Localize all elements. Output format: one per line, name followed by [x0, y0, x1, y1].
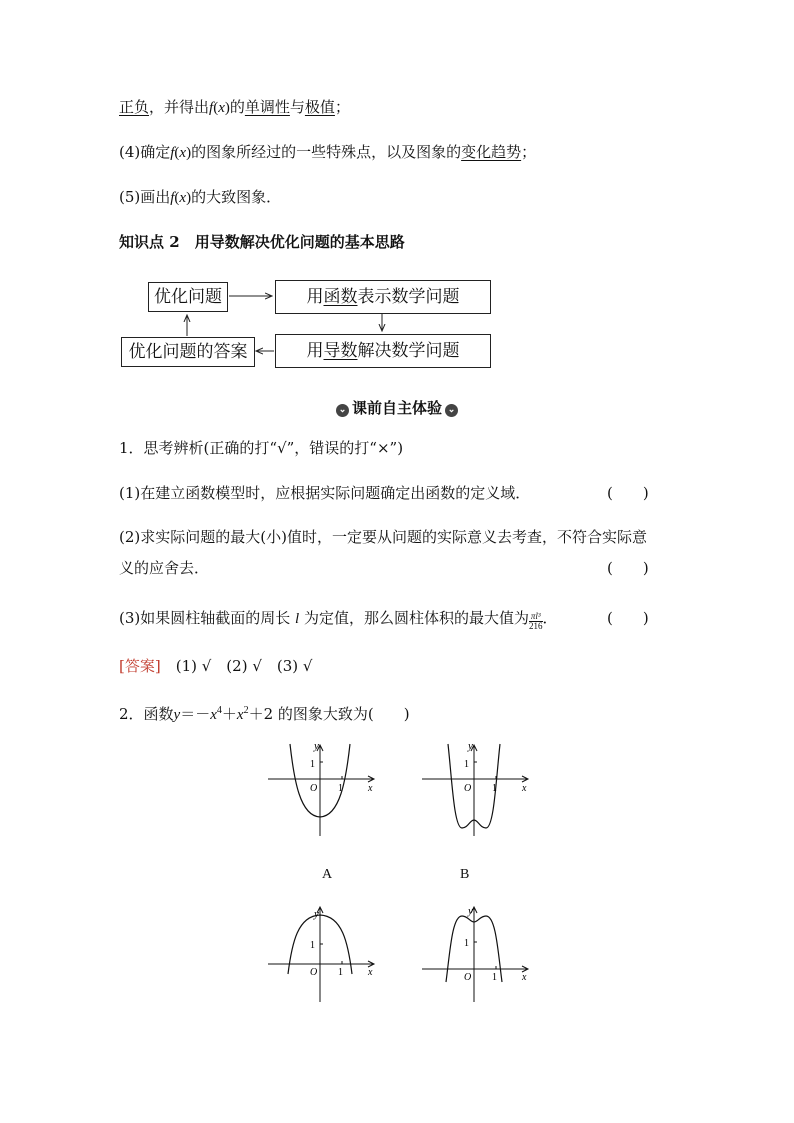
text: 优化问题的答案	[128, 342, 248, 362]
text: 用	[306, 287, 324, 307]
function-symbol: f	[170, 145, 175, 161]
underline-term: 极值	[304, 98, 335, 116]
q1-title: 1．思考辨析(正确的打“√”，错误的打“×”)	[119, 439, 404, 457]
svg-text:y: y	[468, 905, 473, 917]
chevron-down-icon: ⌄	[445, 404, 458, 417]
svg-text:1: 1	[338, 783, 343, 794]
underline-term: 变化趋势	[461, 143, 522, 161]
text: ；	[521, 143, 537, 161]
function-symbol: f	[170, 190, 175, 206]
answer-text: (1) √ (2) √ (3) √	[175, 657, 313, 675]
svg-text:x: x	[522, 972, 527, 983]
svg-text:x: x	[368, 783, 373, 794]
text: 的大致图象．	[191, 188, 282, 206]
svg-text:x: x	[368, 967, 373, 978]
graph-option-a	[264, 740, 380, 840]
answer-blank: ( )	[607, 559, 649, 577]
section-title-text: 课前自主体验	[351, 399, 442, 417]
underline-term: 函数	[323, 287, 358, 307]
svg-text:1: 1	[464, 938, 469, 949]
text: 的图象所经过的一些特殊点，以及图象的	[191, 143, 462, 161]
svg-text:1: 1	[492, 783, 497, 794]
text: 优化问题	[154, 287, 222, 307]
text: (5)画出	[119, 188, 171, 206]
svg-text:O: O	[310, 967, 318, 978]
knowledge-title: 用导数解决优化问题的基本思路	[194, 233, 405, 251]
knowledge-label: 知识点 2	[119, 233, 180, 251]
svg-text:y: y	[314, 908, 319, 920]
exponent: 4	[216, 705, 222, 716]
q1-item-2: (2)求实际问题的最大(小)值时，一定要从问题的实际意义去考查，不符合实际意	[119, 528, 647, 546]
text: 的	[229, 98, 245, 116]
answer-blank: ( )	[607, 484, 649, 502]
text: ，并得出	[149, 98, 210, 116]
q1-item-3	[119, 607, 558, 631]
graph-label-b: B	[460, 867, 470, 882]
q1-item-1: (1)在建立函数模型时，应根据实际问题确定出函数的定义域．	[119, 484, 531, 502]
text: 2．函数	[119, 705, 174, 723]
q2-title	[119, 700, 410, 726]
text: ；	[334, 98, 350, 116]
svg-text:1: 1	[338, 967, 343, 978]
svg-text:1: 1	[310, 759, 315, 770]
variable: x	[179, 190, 187, 206]
svg-text:y: y	[314, 740, 319, 752]
fraction	[529, 612, 543, 631]
variable: x	[236, 707, 244, 723]
variable: l	[295, 611, 300, 627]
variable: x	[210, 707, 217, 723]
text: (4)确定	[119, 143, 171, 161]
fraction-denominator: 216	[529, 621, 543, 631]
q1-item-2-cont: 义的应舍去．	[119, 559, 210, 577]
text: 与	[289, 98, 305, 116]
section-title	[0, 397, 794, 418]
text: (3)如果圆柱轴截面的周长	[119, 609, 291, 627]
exponent: 2	[243, 705, 249, 716]
variable: x	[218, 100, 225, 116]
text: 用	[306, 341, 324, 361]
underline-term: 正负	[119, 98, 150, 116]
text: 解决数学问题	[357, 341, 460, 361]
text: ＝－	[180, 705, 211, 723]
graph-option-d	[418, 902, 534, 1006]
svg-text:O: O	[464, 972, 472, 983]
svg-text:1: 1	[310, 940, 315, 951]
step3-line: 正负，并得出f(x)的单调性与极值；	[119, 98, 350, 116]
text: ．	[542, 609, 558, 627]
variable: y	[173, 707, 181, 723]
svg-text:x: x	[522, 783, 527, 794]
svg-text:y: y	[468, 740, 473, 752]
text: 表示数学问题	[357, 287, 460, 307]
underline-term: 单调性	[244, 98, 290, 116]
text: 为定值，那么圆柱体积的最大值为	[303, 609, 529, 627]
svg-text:O: O	[310, 783, 318, 794]
chevron-down-icon: ⌄	[336, 404, 349, 417]
graph-label-a: A	[322, 867, 333, 882]
svg-text:O: O	[464, 783, 472, 794]
text: ＋	[221, 705, 237, 723]
fraction-numerator: πl³	[530, 611, 541, 621]
underline-term: 导数	[323, 341, 358, 361]
answer-line	[119, 655, 312, 677]
step5-line: (5)画出f(x)的大致图象．	[119, 188, 282, 206]
answer-blank: ( )	[607, 609, 649, 627]
step4-line: (4)确定f(x)的图象所经过的一些特殊点，以及图象的变化趋势；	[119, 143, 537, 161]
graph-option-b	[418, 740, 534, 840]
variable: x	[179, 145, 187, 161]
svg-text:1: 1	[492, 972, 497, 983]
graph-option-c	[264, 902, 380, 1006]
answer-tag: [答案]	[119, 657, 161, 675]
text: ＋2 的图象大致为( )	[248, 705, 410, 723]
function-symbol: f	[209, 100, 214, 116]
svg-text:1: 1	[464, 759, 469, 770]
